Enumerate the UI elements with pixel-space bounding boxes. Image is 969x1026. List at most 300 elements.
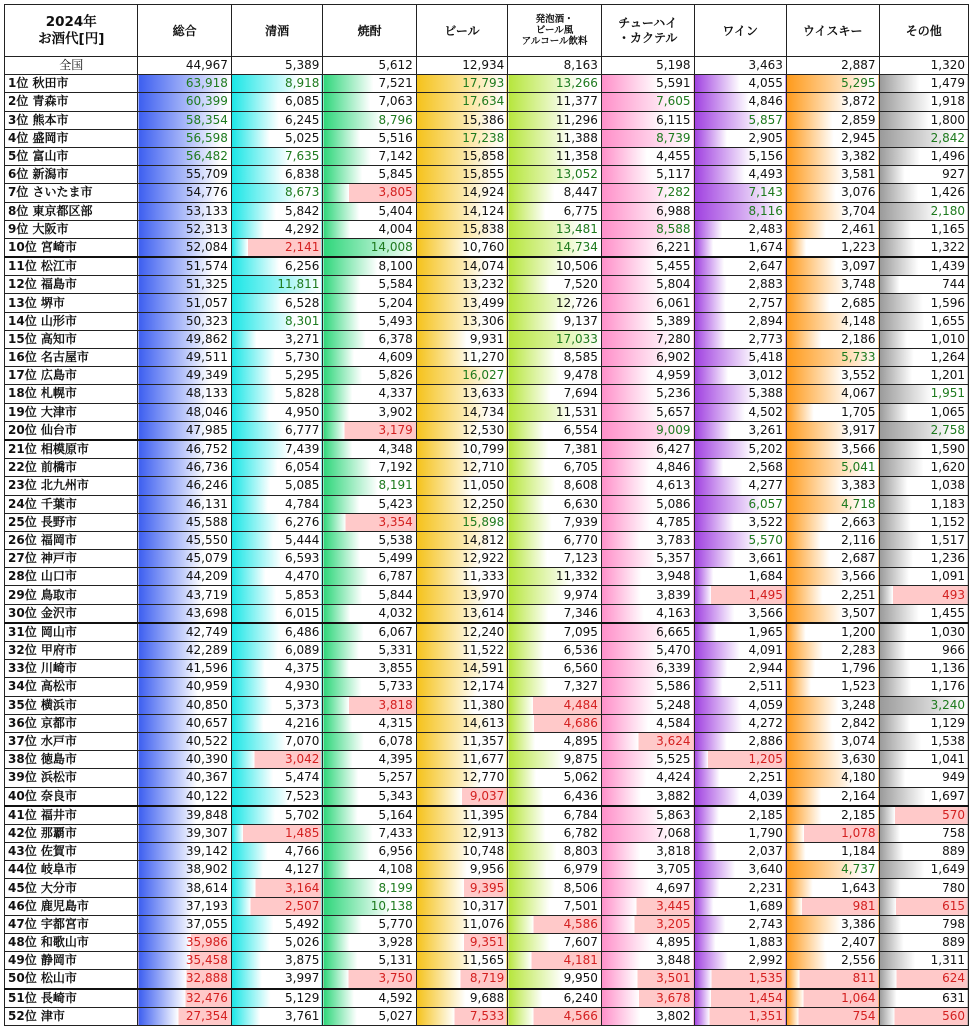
city-rank-name: 2位 青森市 [5, 93, 138, 111]
cell-beer: 12,250 [416, 495, 507, 513]
cell-beer: 17,238 [416, 129, 507, 147]
cell-wine: 4,055 [694, 75, 786, 93]
cell-shochu: 5,538 [323, 531, 416, 549]
cell-other: 1,620 [879, 459, 969, 477]
cell-happoshu: 6,630 [508, 495, 602, 513]
cell-other: 966 [879, 642, 969, 660]
cell-happoshu: 13,481 [508, 220, 602, 238]
cell-whisky: 1,223 [786, 238, 879, 257]
cell-whisky: 1,184 [786, 843, 879, 861]
cell-chuhai: 6,427 [601, 440, 694, 459]
cell-chuhai: 5,591 [601, 75, 694, 93]
city-rank-name: 29位 鳥取市 [5, 586, 138, 604]
cell-sake: 7,523 [231, 787, 322, 806]
cell-chuhai: 7,068 [601, 824, 694, 842]
cell-whisky: 3,581 [786, 166, 879, 184]
city-rank-name: 33位 川崎市 [5, 660, 138, 678]
cell-other: 1,538 [879, 732, 969, 750]
cell-chuhai: 3,839 [601, 586, 694, 604]
city-rank-name: 31位 岡山市 [5, 623, 138, 642]
cell-other: 1,010 [879, 330, 969, 348]
cell-beer: 11,333 [416, 568, 507, 586]
cell-sake: 6,276 [231, 513, 322, 531]
table-row [5, 915, 969, 933]
table-row [5, 166, 969, 184]
cell-chuhai: 5,455 [601, 257, 694, 276]
cell-happoshu: 6,775 [508, 202, 602, 220]
cell-wine: 1,883 [694, 934, 786, 952]
cell-chuhai: 5,863 [601, 806, 694, 825]
cell-beer: 15,838 [416, 220, 507, 238]
cell-beer: 7,533 [416, 1007, 507, 1025]
cell-sake: 6,528 [231, 294, 322, 312]
cell-happoshu: 9,974 [508, 586, 602, 604]
cell-wine: 3,261 [694, 421, 786, 440]
table-row [5, 897, 969, 915]
cell-whisky: 2,251 [786, 586, 879, 604]
table-row [5, 714, 969, 732]
cell-beer: 12,934 [416, 57, 507, 75]
cell-wine: 2,231 [694, 879, 786, 897]
table-row [5, 276, 969, 294]
cell-shochu: 3,818 [323, 696, 416, 714]
table-row [5, 678, 969, 696]
cell-whisky: 3,872 [786, 93, 879, 111]
cell-sake: 7,439 [231, 440, 322, 459]
cell-whisky: 2,461 [786, 220, 879, 238]
table-row [5, 824, 969, 842]
cell-whisky: 5,733 [786, 349, 879, 367]
city-rank-name: 20位 仙台市 [5, 421, 138, 440]
cell-other: 1,264 [879, 349, 969, 367]
cell-happoshu: 9,875 [508, 751, 602, 769]
table-body [5, 57, 969, 1026]
cell-wine: 2,757 [694, 294, 786, 312]
cell-total: 38,614 [138, 879, 231, 897]
cell-whisky: 3,566 [786, 568, 879, 586]
cell-other: 2,842 [879, 129, 969, 147]
cell-whisky: 4,718 [786, 495, 879, 513]
cell-other: 1,129 [879, 714, 969, 732]
cell-shochu: 4,032 [323, 604, 416, 623]
city-rank-name: 16位 名古屋市 [5, 349, 138, 367]
cell-happoshu: 9,137 [508, 312, 602, 330]
cell-happoshu: 7,095 [508, 623, 602, 642]
cell-total: 40,959 [138, 678, 231, 696]
cell-shochu: 5,612 [323, 57, 416, 75]
cell-total: 38,902 [138, 861, 231, 879]
cell-whisky: 2,185 [786, 806, 879, 825]
city-rank-name: 22位 前橋市 [5, 459, 138, 477]
cell-beer: 11,522 [416, 642, 507, 660]
cell-chuhai: 4,455 [601, 147, 694, 165]
col-header-total: 総合 [138, 5, 231, 57]
cell-wine: 5,156 [694, 147, 786, 165]
cell-beer: 11,565 [416, 952, 507, 970]
cell-beer: 14,591 [416, 660, 507, 678]
cell-whisky: 811 [786, 970, 879, 989]
col-header-wine: ワイン [694, 5, 786, 57]
cell-chuhai: 5,389 [601, 312, 694, 330]
cell-beer: 12,710 [416, 459, 507, 477]
table-row [5, 513, 969, 531]
cell-wine: 2,185 [694, 806, 786, 825]
cell-sake: 6,089 [231, 642, 322, 660]
cell-whisky: 2,842 [786, 714, 879, 732]
cell-beer: 12,913 [416, 824, 507, 842]
table-row [5, 495, 969, 513]
table-row [5, 952, 969, 970]
cell-other: 1,091 [879, 568, 969, 586]
cell-chuhai: 6,061 [601, 294, 694, 312]
cell-beer: 9,351 [416, 934, 507, 952]
city-rank-name: 42位 那覇市 [5, 824, 138, 842]
cell-sake: 4,127 [231, 861, 322, 879]
cell-wine: 2,251 [694, 769, 786, 787]
cell-beer: 11,050 [416, 477, 507, 495]
cell-happoshu: 8,506 [508, 879, 602, 897]
cell-whisky: 3,630 [786, 751, 879, 769]
cell-chuhai: 5,086 [601, 495, 694, 513]
cell-shochu: 6,078 [323, 732, 416, 750]
cell-other: 1,697 [879, 787, 969, 806]
cell-sake: 2,141 [231, 238, 322, 257]
cell-beer: 11,380 [416, 696, 507, 714]
table-row [5, 477, 969, 495]
cell-other: 1,439 [879, 257, 969, 276]
cell-total: 44,967 [138, 57, 231, 75]
cell-shochu: 5,844 [323, 586, 416, 604]
cell-happoshu: 4,566 [508, 1007, 602, 1025]
cell-other: 889 [879, 934, 969, 952]
city-rank-name: 14位 山形市 [5, 312, 138, 330]
cell-sake: 6,838 [231, 166, 322, 184]
cell-happoshu: 6,554 [508, 421, 602, 440]
cell-total: 37,055 [138, 915, 231, 933]
cell-shochu: 5,493 [323, 312, 416, 330]
cell-happoshu: 4,686 [508, 714, 602, 732]
cell-shochu: 8,100 [323, 257, 416, 276]
cell-chuhai: 5,357 [601, 550, 694, 568]
cell-happoshu: 8,447 [508, 184, 602, 202]
cell-whisky: 3,382 [786, 147, 879, 165]
cell-shochu: 10,138 [323, 897, 416, 915]
cell-chuhai: 8,588 [601, 220, 694, 238]
table-row [5, 238, 969, 257]
cell-whisky: 3,248 [786, 696, 879, 714]
city-rank-name: 21位 相模原市 [5, 440, 138, 459]
cell-total: 39,307 [138, 824, 231, 842]
table-row [5, 787, 969, 806]
table-row [5, 879, 969, 897]
cell-happoshu: 7,123 [508, 550, 602, 568]
cell-chuhai: 7,280 [601, 330, 694, 348]
cell-other: 1,517 [879, 531, 969, 549]
cell-other: 1,496 [879, 147, 969, 165]
cell-other: 1,311 [879, 952, 969, 970]
table-row [5, 586, 969, 604]
city-rank-name: 19位 大津市 [5, 403, 138, 421]
cell-happoshu: 7,346 [508, 604, 602, 623]
cell-whisky: 3,748 [786, 276, 879, 294]
cell-shochu: 4,004 [323, 220, 416, 238]
city-rank-name: 18位 札幌市 [5, 385, 138, 403]
city-rank-name: 49位 静岡市 [5, 952, 138, 970]
cell-chuhai: 4,424 [601, 769, 694, 787]
cell-wine: 2,992 [694, 952, 786, 970]
cell-beer: 12,530 [416, 421, 507, 440]
cell-shochu: 4,315 [323, 714, 416, 732]
cell-wine: 2,037 [694, 843, 786, 861]
cell-happoshu: 9,950 [508, 970, 602, 989]
national-row [5, 57, 969, 75]
cell-beer: 9,037 [416, 787, 507, 806]
cell-whisky: 3,917 [786, 421, 879, 440]
cell-whisky: 4,148 [786, 312, 879, 330]
cell-happoshu: 6,436 [508, 787, 602, 806]
cell-sake: 4,784 [231, 495, 322, 513]
cell-beer: 14,074 [416, 257, 507, 276]
cell-beer: 15,386 [416, 111, 507, 129]
cell-shochu: 4,592 [323, 989, 416, 1008]
cell-other: 1,800 [879, 111, 969, 129]
cell-wine: 6,057 [694, 495, 786, 513]
cell-wine: 2,483 [694, 220, 786, 238]
cell-whisky: 4,067 [786, 385, 879, 403]
cell-happoshu: 7,694 [508, 385, 602, 403]
table-title [5, 5, 138, 57]
cell-whisky: 1,200 [786, 623, 879, 642]
city-rank-name: 7位 さいたま市 [5, 184, 138, 202]
city-rank-name: 26位 福岡市 [5, 531, 138, 549]
cell-happoshu: 11,358 [508, 147, 602, 165]
cell-chuhai: 5,525 [601, 751, 694, 769]
city-rank-name: 9位 大阪市 [5, 220, 138, 238]
cell-shochu: 4,395 [323, 751, 416, 769]
cell-shochu: 3,805 [323, 184, 416, 202]
table-row [5, 220, 969, 238]
cell-total: 49,511 [138, 349, 231, 367]
table-row [5, 330, 969, 348]
cell-sake: 4,216 [231, 714, 322, 732]
liquor-spending-table [4, 4, 969, 1026]
cell-beer: 10,760 [416, 238, 507, 257]
cell-beer: 14,924 [416, 184, 507, 202]
cell-beer: 11,076 [416, 915, 507, 933]
table-row [5, 696, 969, 714]
cell-other: 560 [879, 1007, 969, 1025]
cell-wine: 4,091 [694, 642, 786, 660]
cell-sake: 4,292 [231, 220, 322, 238]
cell-total: 40,657 [138, 714, 231, 732]
cell-sake: 5,295 [231, 367, 322, 385]
cell-happoshu: 4,586 [508, 915, 602, 933]
cell-sake: 5,085 [231, 477, 322, 495]
cell-chuhai: 5,470 [601, 642, 694, 660]
cell-wine: 3,566 [694, 604, 786, 623]
cell-shochu: 3,750 [323, 970, 416, 989]
table-row [5, 385, 969, 403]
cell-shochu: 6,067 [323, 623, 416, 642]
table-row [5, 970, 969, 989]
cell-total: 27,354 [138, 1007, 231, 1025]
cell-whisky: 4,180 [786, 769, 879, 787]
cell-shochu: 14,008 [323, 238, 416, 257]
cell-whisky: 2,663 [786, 513, 879, 531]
cell-wine: 2,511 [694, 678, 786, 696]
cell-total: 42,289 [138, 642, 231, 660]
cell-chuhai: 5,236 [601, 385, 694, 403]
cell-whisky: 3,386 [786, 915, 879, 933]
city-rank-name: 6位 新潟市 [5, 166, 138, 184]
table-row [5, 421, 969, 440]
city-rank-name: 23位 北九州市 [5, 477, 138, 495]
cell-happoshu: 8,163 [508, 57, 602, 75]
cell-other: 744 [879, 276, 969, 294]
cell-total: 35,458 [138, 952, 231, 970]
cell-wine: 1,205 [694, 751, 786, 769]
cell-beer: 12,240 [416, 623, 507, 642]
col-header-chuhai [601, 5, 694, 57]
table-row [5, 934, 969, 952]
cell-sake: 3,042 [231, 751, 322, 769]
cell-beer: 16,027 [416, 367, 507, 385]
cell-chuhai: 5,657 [601, 403, 694, 421]
cell-happoshu: 9,478 [508, 367, 602, 385]
cell-chuhai: 4,584 [601, 714, 694, 732]
table-row [5, 257, 969, 276]
cell-shochu: 4,337 [323, 385, 416, 403]
cell-shochu: 4,348 [323, 440, 416, 459]
cell-chuhai: 3,848 [601, 952, 694, 970]
cell-sake: 8,673 [231, 184, 322, 202]
cell-chuhai: 6,665 [601, 623, 694, 642]
cell-beer: 12,770 [416, 769, 507, 787]
cell-wine: 1,454 [694, 989, 786, 1008]
cell-sake: 8,301 [231, 312, 322, 330]
cell-other: 1,649 [879, 861, 969, 879]
happoshu-label-line1: 発泡酒・ [535, 14, 574, 25]
title-year: 2024年 [45, 13, 97, 30]
cell-shochu: 5,499 [323, 550, 416, 568]
table-row [5, 184, 969, 202]
cell-chuhai: 6,988 [601, 202, 694, 220]
cell-whisky: 1,523 [786, 678, 879, 696]
cell-other: 1,152 [879, 513, 969, 531]
cell-whisky: 1,796 [786, 660, 879, 678]
cell-chuhai: 8,739 [601, 129, 694, 147]
city-rank-name: 38位 徳島市 [5, 751, 138, 769]
city-rank-name: 32位 甲府市 [5, 642, 138, 660]
cell-chuhai: 4,846 [601, 459, 694, 477]
cell-chuhai: 6,221 [601, 238, 694, 257]
cell-shochu: 5,404 [323, 202, 416, 220]
city-rank-name: 24位 千葉市 [5, 495, 138, 513]
cell-shochu: 7,433 [323, 824, 416, 842]
table-row [5, 660, 969, 678]
cell-beer: 13,614 [416, 604, 507, 623]
cell-whisky: 3,076 [786, 184, 879, 202]
cell-whisky: 1,643 [786, 879, 879, 897]
cell-total: 63,918 [138, 75, 231, 93]
cell-wine: 4,272 [694, 714, 786, 732]
cell-whisky: 2,283 [786, 642, 879, 660]
cell-chuhai: 5,198 [601, 57, 694, 75]
table-row [5, 440, 969, 459]
table-row [5, 604, 969, 623]
national-label: 全国 [5, 57, 138, 75]
cell-beer: 13,306 [416, 312, 507, 330]
city-rank-name: 25位 長野市 [5, 513, 138, 531]
cell-sake: 1,485 [231, 824, 322, 842]
cell-other: 949 [879, 769, 969, 787]
cell-sake: 5,842 [231, 202, 322, 220]
city-rank-name: 35位 横浜市 [5, 696, 138, 714]
city-rank-name: 13位 堺市 [5, 294, 138, 312]
cell-happoshu: 11,377 [508, 93, 602, 111]
cell-wine: 1,790 [694, 824, 786, 842]
cell-beer: 10,317 [416, 897, 507, 915]
happoshu-label-line2: ビール風 [535, 25, 574, 36]
cell-sake: 6,256 [231, 257, 322, 276]
col-header-whisky: ウイスキー [786, 5, 879, 57]
cell-sake: 5,730 [231, 349, 322, 367]
chuhai-label-line1: チューハイ [618, 15, 678, 30]
cell-total: 51,574 [138, 257, 231, 276]
cell-sake: 5,492 [231, 915, 322, 933]
table-row [5, 129, 969, 147]
cell-sake: 4,470 [231, 568, 322, 586]
cell-happoshu: 6,560 [508, 660, 602, 678]
cell-total: 53,133 [138, 202, 231, 220]
cell-shochu: 3,179 [323, 421, 416, 440]
cell-chuhai: 4,697 [601, 879, 694, 897]
cell-total: 40,522 [138, 732, 231, 750]
city-rank-name: 15位 高知市 [5, 330, 138, 348]
table-row [5, 531, 969, 549]
city-rank-name: 34位 高松市 [5, 678, 138, 696]
cell-wine: 2,944 [694, 660, 786, 678]
cell-total: 55,709 [138, 166, 231, 184]
city-rank-name: 4位 盛岡市 [5, 129, 138, 147]
cell-total: 46,752 [138, 440, 231, 459]
cell-happoshu: 17,033 [508, 330, 602, 348]
cell-other: 2,758 [879, 421, 969, 440]
cell-wine: 4,493 [694, 166, 786, 184]
cell-wine: 5,857 [694, 111, 786, 129]
city-rank-name: 41位 福井市 [5, 806, 138, 825]
cell-whisky: 2,116 [786, 531, 879, 549]
cell-chuhai: 3,818 [601, 843, 694, 861]
cell-sake: 6,054 [231, 459, 322, 477]
cell-wine: 3,463 [694, 57, 786, 75]
table-row [5, 111, 969, 129]
cell-happoshu: 11,388 [508, 129, 602, 147]
cell-wine: 2,886 [694, 732, 786, 750]
cell-chuhai: 3,445 [601, 897, 694, 915]
cell-other: 1,320 [879, 57, 969, 75]
cell-beer: 8,719 [416, 970, 507, 989]
table-row [5, 294, 969, 312]
cell-happoshu: 10,506 [508, 257, 602, 276]
header-row [5, 5, 969, 57]
cell-shochu: 6,956 [323, 843, 416, 861]
cell-beer: 10,799 [416, 440, 507, 459]
cell-happoshu: 6,240 [508, 989, 602, 1008]
city-rank-name: 30位 金沢市 [5, 604, 138, 623]
cell-sake: 7,070 [231, 732, 322, 750]
cell-shochu: 5,164 [323, 806, 416, 825]
